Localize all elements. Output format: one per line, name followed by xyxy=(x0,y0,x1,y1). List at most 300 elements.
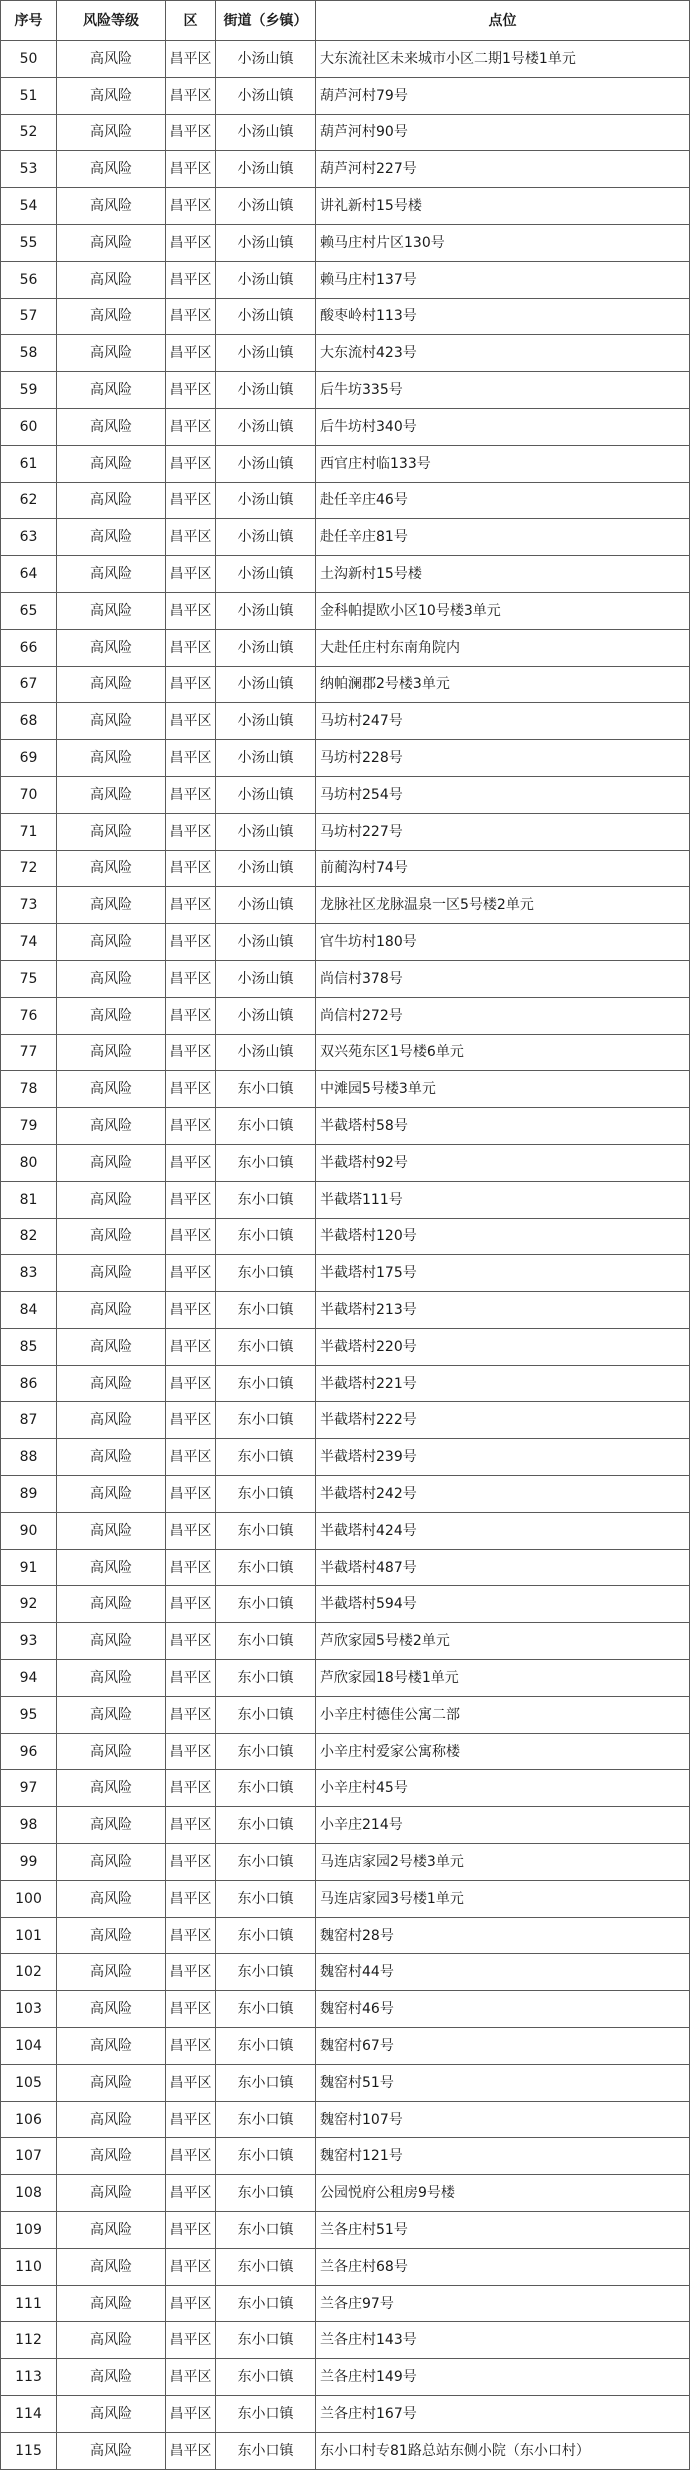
cell-location: 半截塔村424号 xyxy=(316,1512,690,1549)
table-row xyxy=(1,1770,690,1807)
table-row xyxy=(1,997,690,1034)
cell-index: 75 xyxy=(1,960,57,997)
cell-index: 91 xyxy=(1,1549,57,1586)
table-row xyxy=(1,1696,690,1733)
cell-street: 东小口镇 xyxy=(216,1623,316,1660)
cell-risk-level: 高风险 xyxy=(57,408,166,445)
cell-risk-level: 高风险 xyxy=(57,1071,166,1108)
cell-location: 尚信村272号 xyxy=(316,997,690,1034)
cell-district: 昌平区 xyxy=(166,1255,216,1292)
cell-index: 90 xyxy=(1,1512,57,1549)
table-row xyxy=(1,372,690,409)
cell-risk-level: 高风险 xyxy=(57,1439,166,1476)
cell-index: 108 xyxy=(1,2175,57,2212)
cell-risk-level: 高风险 xyxy=(57,298,166,335)
table-row xyxy=(1,298,690,335)
cell-index: 59 xyxy=(1,372,57,409)
cell-street: 东小口镇 xyxy=(216,2322,316,2359)
cell-risk-level: 高风险 xyxy=(57,850,166,887)
cell-street: 小汤山镇 xyxy=(216,482,316,519)
cell-risk-level: 高风险 xyxy=(57,1365,166,1402)
cell-street: 东小口镇 xyxy=(216,1696,316,1733)
cell-index: 72 xyxy=(1,850,57,887)
cell-risk-level: 高风险 xyxy=(57,1255,166,1292)
cell-location: 魏窑村51号 xyxy=(316,2064,690,2101)
cell-location: 兰各庄村167号 xyxy=(316,2396,690,2433)
cell-location: 半截塔村594号 xyxy=(316,1586,690,1623)
cell-street: 小汤山镇 xyxy=(216,77,316,114)
cell-index: 78 xyxy=(1,1071,57,1108)
cell-risk-level: 高风险 xyxy=(57,813,166,850)
cell-district: 昌平区 xyxy=(166,1328,216,1365)
cell-risk-level: 高风险 xyxy=(57,335,166,372)
cell-district: 昌平区 xyxy=(166,1476,216,1513)
cell-street: 小汤山镇 xyxy=(216,960,316,997)
cell-district: 昌平区 xyxy=(166,776,216,813)
table-row xyxy=(1,335,690,372)
cell-risk-level: 高风险 xyxy=(57,1328,166,1365)
cell-location: 半截塔村221号 xyxy=(316,1365,690,1402)
cell-index: 64 xyxy=(1,556,57,593)
cell-street: 东小口镇 xyxy=(216,2285,316,2322)
cell-street: 小汤山镇 xyxy=(216,188,316,225)
cell-district: 昌平区 xyxy=(166,1991,216,2028)
cell-district: 昌平区 xyxy=(166,41,216,78)
cell-location: 东小口村专81路总站东侧小院（东小口村） xyxy=(316,2432,690,2469)
table-row xyxy=(1,1181,690,1218)
table-row xyxy=(1,2359,690,2396)
cell-risk-level: 高风险 xyxy=(57,188,166,225)
cell-location: 马坊村228号 xyxy=(316,740,690,777)
table-row xyxy=(1,1071,690,1108)
cell-index: 50 xyxy=(1,41,57,78)
cell-location: 半截塔村213号 xyxy=(316,1292,690,1329)
header-risk-level: 风险等级 xyxy=(57,1,166,41)
table-row xyxy=(1,2432,690,2469)
cell-index: 96 xyxy=(1,1733,57,1770)
table-row xyxy=(1,1255,690,1292)
cell-district: 昌平区 xyxy=(166,261,216,298)
cell-location: 小辛庄村爱家公寓称楼 xyxy=(316,1733,690,1770)
cell-index: 98 xyxy=(1,1807,57,1844)
cell-index: 51 xyxy=(1,77,57,114)
cell-location: 兰各庄村51号 xyxy=(316,2212,690,2249)
table-row xyxy=(1,2175,690,2212)
cell-risk-level: 高风险 xyxy=(57,629,166,666)
cell-risk-level: 高风险 xyxy=(57,1512,166,1549)
cell-location: 大赴任庄村东南角院内 xyxy=(316,629,690,666)
table-row xyxy=(1,2322,690,2359)
cell-risk-level: 高风险 xyxy=(57,2248,166,2285)
cell-risk-level: 高风险 xyxy=(57,592,166,629)
cell-street: 东小口镇 xyxy=(216,2248,316,2285)
header-location: 点位 xyxy=(316,1,690,41)
cell-street: 东小口镇 xyxy=(216,1770,316,1807)
cell-index: 110 xyxy=(1,2248,57,2285)
cell-risk-level: 高风险 xyxy=(57,1181,166,1218)
table-row xyxy=(1,77,690,114)
cell-district: 昌平区 xyxy=(166,1696,216,1733)
cell-street: 小汤山镇 xyxy=(216,298,316,335)
cell-location: 赖马庄村片区130号 xyxy=(316,224,690,261)
cell-location: 半截塔村120号 xyxy=(316,1218,690,1255)
cell-risk-level: 高风险 xyxy=(57,1954,166,1991)
cell-index: 88 xyxy=(1,1439,57,1476)
table-row xyxy=(1,850,690,887)
cell-risk-level: 高风险 xyxy=(57,2064,166,2101)
table-row xyxy=(1,1954,690,1991)
cell-street: 东小口镇 xyxy=(216,1807,316,1844)
cell-location: 马连店家园2号楼3单元 xyxy=(316,1844,690,1881)
cell-risk-level: 高风险 xyxy=(57,2101,166,2138)
cell-street: 小汤山镇 xyxy=(216,519,316,556)
cell-index: 86 xyxy=(1,1365,57,1402)
table-row xyxy=(1,2248,690,2285)
cell-index: 55 xyxy=(1,224,57,261)
cell-risk-level: 高风险 xyxy=(57,666,166,703)
cell-index: 68 xyxy=(1,703,57,740)
table-row xyxy=(1,1586,690,1623)
cell-index: 76 xyxy=(1,997,57,1034)
table-row xyxy=(1,1623,690,1660)
table-row xyxy=(1,1660,690,1697)
table-row xyxy=(1,2396,690,2433)
cell-district: 昌平区 xyxy=(166,1365,216,1402)
cell-district: 昌平区 xyxy=(166,1549,216,1586)
cell-district: 昌平区 xyxy=(166,114,216,151)
cell-index: 53 xyxy=(1,151,57,188)
cell-location: 赴任辛庄81号 xyxy=(316,519,690,556)
cell-street: 小汤山镇 xyxy=(216,629,316,666)
cell-street: 东小口镇 xyxy=(216,2175,316,2212)
cell-index: 61 xyxy=(1,445,57,482)
cell-risk-level: 高风险 xyxy=(57,1144,166,1181)
cell-street: 东小口镇 xyxy=(216,1512,316,1549)
cell-index: 65 xyxy=(1,592,57,629)
cell-district: 昌平区 xyxy=(166,2359,216,2396)
cell-district: 昌平区 xyxy=(166,740,216,777)
header-index: 序号 xyxy=(1,1,57,41)
cell-location: 赖马庄村137号 xyxy=(316,261,690,298)
cell-location: 纳帕澜郡2号楼3单元 xyxy=(316,666,690,703)
cell-index: 67 xyxy=(1,666,57,703)
cell-street: 东小口镇 xyxy=(216,2101,316,2138)
cell-district: 昌平区 xyxy=(166,592,216,629)
cell-risk-level: 高风险 xyxy=(57,1402,166,1439)
cell-location: 大东流村423号 xyxy=(316,335,690,372)
cell-risk-level: 高风险 xyxy=(57,1586,166,1623)
cell-district: 昌平区 xyxy=(166,77,216,114)
cell-district: 昌平区 xyxy=(166,1439,216,1476)
cell-index: 74 xyxy=(1,924,57,961)
cell-risk-level: 高风险 xyxy=(57,2138,166,2175)
cell-location: 小辛庄村45号 xyxy=(316,1770,690,1807)
cell-index: 109 xyxy=(1,2212,57,2249)
table-row xyxy=(1,261,690,298)
cell-street: 东小口镇 xyxy=(216,1292,316,1329)
cell-district: 昌平区 xyxy=(166,629,216,666)
cell-district: 昌平区 xyxy=(166,224,216,261)
table-row xyxy=(1,1880,690,1917)
cell-street: 东小口镇 xyxy=(216,2212,316,2249)
cell-index: 101 xyxy=(1,1917,57,1954)
cell-street: 东小口镇 xyxy=(216,2432,316,2469)
cell-street: 东小口镇 xyxy=(216,2138,316,2175)
cell-location: 酸枣岭村113号 xyxy=(316,298,690,335)
table-row xyxy=(1,1549,690,1586)
cell-index: 79 xyxy=(1,1108,57,1145)
cell-street: 小汤山镇 xyxy=(216,335,316,372)
cell-street: 东小口镇 xyxy=(216,1954,316,1991)
cell-street: 东小口镇 xyxy=(216,2396,316,2433)
cell-location: 马坊村247号 xyxy=(316,703,690,740)
table-row xyxy=(1,519,690,556)
cell-index: 111 xyxy=(1,2285,57,2322)
table-row xyxy=(1,188,690,225)
cell-district: 昌平区 xyxy=(166,2432,216,2469)
cell-location: 西官庄村临133号 xyxy=(316,445,690,482)
cell-risk-level: 高风险 xyxy=(57,445,166,482)
cell-street: 小汤山镇 xyxy=(216,261,316,298)
table-row xyxy=(1,1807,690,1844)
cell-street: 小汤山镇 xyxy=(216,224,316,261)
cell-district: 昌平区 xyxy=(166,1181,216,1218)
cell-risk-level: 高风险 xyxy=(57,1991,166,2028)
table-row xyxy=(1,2064,690,2101)
cell-district: 昌平区 xyxy=(166,1586,216,1623)
cell-index: 81 xyxy=(1,1181,57,1218)
cell-street: 东小口镇 xyxy=(216,1402,316,1439)
cell-location: 魏窑村46号 xyxy=(316,1991,690,2028)
table-body xyxy=(1,41,690,2470)
cell-index: 100 xyxy=(1,1880,57,1917)
cell-location: 马连店家园3号楼1单元 xyxy=(316,1880,690,1917)
cell-index: 82 xyxy=(1,1218,57,1255)
cell-location: 前蔺沟村74号 xyxy=(316,850,690,887)
cell-risk-level: 高风险 xyxy=(57,1660,166,1697)
cell-index: 114 xyxy=(1,2396,57,2433)
cell-risk-level: 高风险 xyxy=(57,2175,166,2212)
cell-index: 99 xyxy=(1,1844,57,1881)
cell-risk-level: 高风险 xyxy=(57,1917,166,1954)
cell-location: 半截塔村242号 xyxy=(316,1476,690,1513)
cell-risk-level: 高风险 xyxy=(57,77,166,114)
cell-street: 东小口镇 xyxy=(216,1255,316,1292)
cell-district: 昌平区 xyxy=(166,1512,216,1549)
cell-risk-level: 高风险 xyxy=(57,703,166,740)
cell-index: 54 xyxy=(1,188,57,225)
cell-risk-level: 高风险 xyxy=(57,2359,166,2396)
cell-risk-level: 高风险 xyxy=(57,151,166,188)
cell-location: 土沟新村15号楼 xyxy=(316,556,690,593)
table-row xyxy=(1,2212,690,2249)
cell-street: 东小口镇 xyxy=(216,1439,316,1476)
cell-district: 昌平区 xyxy=(166,2322,216,2359)
table-row xyxy=(1,1292,690,1329)
table-row xyxy=(1,556,690,593)
header-row xyxy=(1,1,690,41)
cell-district: 昌平区 xyxy=(166,1071,216,1108)
cell-district: 昌平区 xyxy=(166,151,216,188)
cell-index: 62 xyxy=(1,482,57,519)
cell-district: 昌平区 xyxy=(166,2138,216,2175)
cell-location: 兰各庄村143号 xyxy=(316,2322,690,2359)
cell-index: 106 xyxy=(1,2101,57,2138)
cell-risk-level: 高风险 xyxy=(57,2396,166,2433)
cell-district: 昌平区 xyxy=(166,2248,216,2285)
cell-location: 半截塔村92号 xyxy=(316,1144,690,1181)
table-row xyxy=(1,408,690,445)
cell-district: 昌平区 xyxy=(166,408,216,445)
cell-location: 双兴苑东区1号楼6单元 xyxy=(316,1034,690,1071)
cell-street: 小汤山镇 xyxy=(216,556,316,593)
table-row xyxy=(1,2028,690,2065)
table-row xyxy=(1,740,690,777)
table-row xyxy=(1,224,690,261)
cell-index: 80 xyxy=(1,1144,57,1181)
cell-location: 魏窑村44号 xyxy=(316,1954,690,1991)
table-row xyxy=(1,1108,690,1145)
cell-street: 小汤山镇 xyxy=(216,813,316,850)
cell-location: 金科帕提欧小区10号楼3单元 xyxy=(316,592,690,629)
cell-street: 小汤山镇 xyxy=(216,740,316,777)
table-row xyxy=(1,445,690,482)
cell-risk-level: 高风险 xyxy=(57,924,166,961)
cell-risk-level: 高风险 xyxy=(57,41,166,78)
cell-street: 小汤山镇 xyxy=(216,776,316,813)
cell-district: 昌平区 xyxy=(166,1034,216,1071)
cell-street: 小汤山镇 xyxy=(216,592,316,629)
cell-location: 尚信村378号 xyxy=(316,960,690,997)
cell-risk-level: 高风险 xyxy=(57,1880,166,1917)
cell-district: 昌平区 xyxy=(166,2212,216,2249)
cell-risk-level: 高风险 xyxy=(57,1696,166,1733)
cell-risk-level: 高风险 xyxy=(57,776,166,813)
cell-street: 东小口镇 xyxy=(216,2064,316,2101)
table-row xyxy=(1,592,690,629)
table-row xyxy=(1,1328,690,1365)
cell-district: 昌平区 xyxy=(166,1880,216,1917)
table-row xyxy=(1,887,690,924)
table-row xyxy=(1,1733,690,1770)
cell-risk-level: 高风险 xyxy=(57,2432,166,2469)
cell-risk-level: 高风险 xyxy=(57,224,166,261)
table-row xyxy=(1,2285,690,2322)
cell-risk-level: 高风险 xyxy=(57,482,166,519)
cell-location: 半截塔村220号 xyxy=(316,1328,690,1365)
table-row xyxy=(1,703,690,740)
cell-location: 葫芦河村79号 xyxy=(316,77,690,114)
cell-district: 昌平区 xyxy=(166,813,216,850)
cell-index: 87 xyxy=(1,1402,57,1439)
cell-street: 东小口镇 xyxy=(216,1733,316,1770)
table-row xyxy=(1,629,690,666)
cell-location: 魏窑村67号 xyxy=(316,2028,690,2065)
cell-street: 东小口镇 xyxy=(216,2359,316,2396)
table-row xyxy=(1,1991,690,2028)
cell-index: 69 xyxy=(1,740,57,777)
cell-district: 昌平区 xyxy=(166,2396,216,2433)
cell-location: 半截塔村222号 xyxy=(316,1402,690,1439)
cell-street: 东小口镇 xyxy=(216,1549,316,1586)
cell-index: 70 xyxy=(1,776,57,813)
cell-district: 昌平区 xyxy=(166,482,216,519)
cell-location: 魏窑村107号 xyxy=(316,2101,690,2138)
cell-risk-level: 高风险 xyxy=(57,1623,166,1660)
cell-street: 小汤山镇 xyxy=(216,114,316,151)
cell-location: 龙脉社区龙脉温泉一区5号楼2单元 xyxy=(316,887,690,924)
cell-district: 昌平区 xyxy=(166,188,216,225)
cell-risk-level: 高风险 xyxy=(57,1807,166,1844)
table-row xyxy=(1,1917,690,1954)
cell-risk-level: 高风险 xyxy=(57,740,166,777)
cell-street: 东小口镇 xyxy=(216,2028,316,2065)
cell-location: 兰各庄村68号 xyxy=(316,2248,690,2285)
cell-risk-level: 高风险 xyxy=(57,887,166,924)
header-street: 街道（乡镇） xyxy=(216,1,316,41)
cell-index: 60 xyxy=(1,408,57,445)
cell-street: 东小口镇 xyxy=(216,1218,316,1255)
cell-street: 东小口镇 xyxy=(216,1660,316,1697)
cell-index: 103 xyxy=(1,1991,57,2028)
cell-location: 大东流社区未来城市小区二期1号楼1单元 xyxy=(316,41,690,78)
cell-district: 昌平区 xyxy=(166,1108,216,1145)
cell-district: 昌平区 xyxy=(166,1807,216,1844)
cell-street: 东小口镇 xyxy=(216,1071,316,1108)
cell-district: 昌平区 xyxy=(166,2064,216,2101)
table-row xyxy=(1,1218,690,1255)
table-row xyxy=(1,1439,690,1476)
cell-index: 97 xyxy=(1,1770,57,1807)
cell-risk-level: 高风险 xyxy=(57,997,166,1034)
cell-index: 77 xyxy=(1,1034,57,1071)
cell-index: 73 xyxy=(1,887,57,924)
cell-index: 58 xyxy=(1,335,57,372)
cell-index: 63 xyxy=(1,519,57,556)
cell-risk-level: 高风险 xyxy=(57,1108,166,1145)
cell-risk-level: 高风险 xyxy=(57,1476,166,1513)
cell-district: 昌平区 xyxy=(166,445,216,482)
cell-location: 官牛坊村180号 xyxy=(316,924,690,961)
cell-risk-level: 高风险 xyxy=(57,1034,166,1071)
cell-location: 半截塔村239号 xyxy=(316,1439,690,1476)
table-row xyxy=(1,924,690,961)
cell-street: 东小口镇 xyxy=(216,1476,316,1513)
table-row xyxy=(1,151,690,188)
cell-district: 昌平区 xyxy=(166,1144,216,1181)
cell-risk-level: 高风险 xyxy=(57,960,166,997)
cell-district: 昌平区 xyxy=(166,298,216,335)
cell-index: 105 xyxy=(1,2064,57,2101)
cell-street: 东小口镇 xyxy=(216,1181,316,1218)
cell-location: 赴任辛庄46号 xyxy=(316,482,690,519)
cell-street: 东小口镇 xyxy=(216,1365,316,1402)
cell-street: 小汤山镇 xyxy=(216,850,316,887)
cell-risk-level: 高风险 xyxy=(57,519,166,556)
cell-street: 东小口镇 xyxy=(216,1991,316,2028)
cell-street: 小汤山镇 xyxy=(216,408,316,445)
cell-district: 昌平区 xyxy=(166,519,216,556)
table-header xyxy=(1,1,690,41)
table-row xyxy=(1,1034,690,1071)
cell-index: 113 xyxy=(1,2359,57,2396)
cell-street: 东小口镇 xyxy=(216,1328,316,1365)
cell-index: 89 xyxy=(1,1476,57,1513)
cell-street: 东小口镇 xyxy=(216,1917,316,1954)
cell-index: 102 xyxy=(1,1954,57,1991)
cell-street: 小汤山镇 xyxy=(216,997,316,1034)
cell-street: 小汤山镇 xyxy=(216,703,316,740)
